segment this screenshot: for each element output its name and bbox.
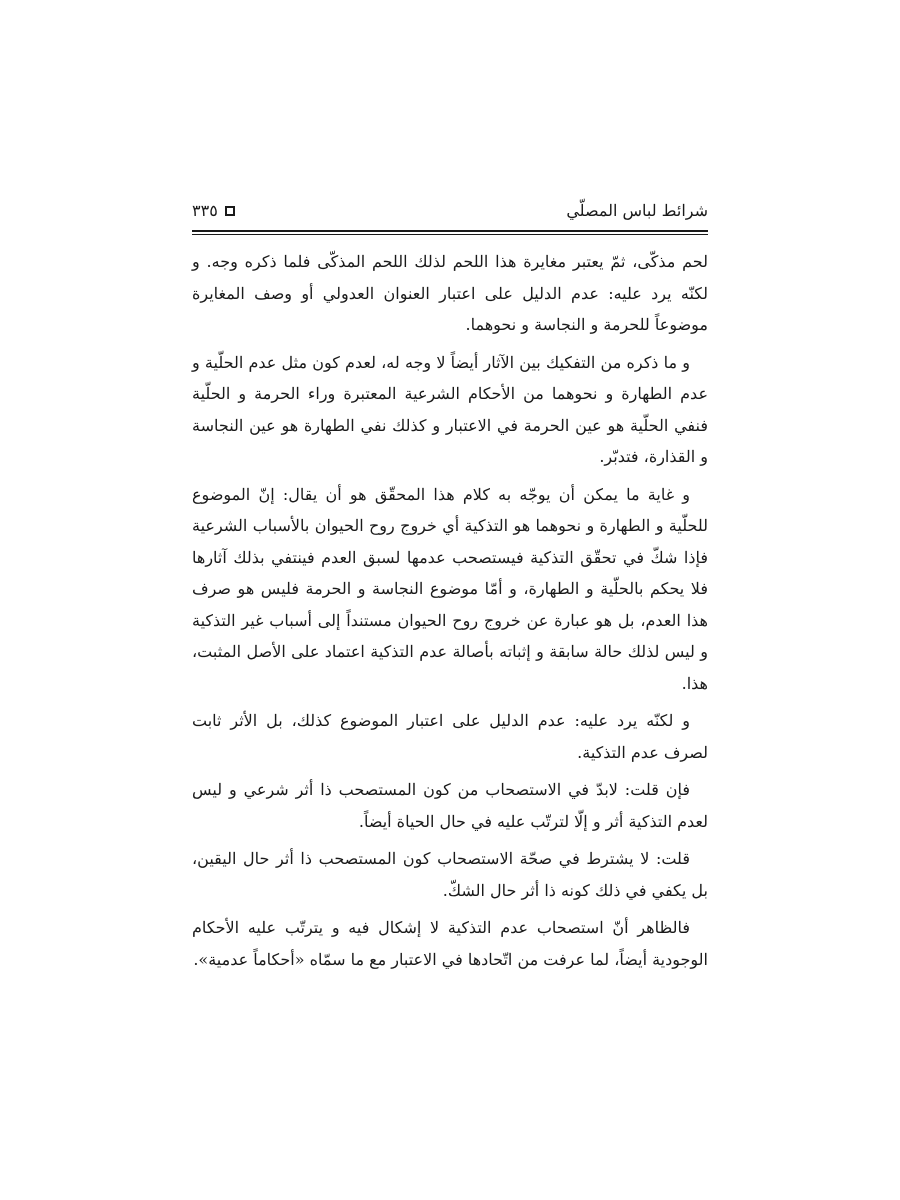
body-text: [192, 246, 708, 981]
page-number: ٣٣٥: [192, 201, 218, 220]
paragraph: فإن قلت: لابدّ في الاستصحاب من كون المستصحب ذا أثر شرعي و ليس لعدم التذكية أثر و إلّا لترتّب عليه في حال الحياة أيضاً.: [192, 780, 708, 831]
square-box-icon: [225, 206, 235, 216]
page-header: [192, 196, 708, 226]
paragraph: و غاية ما يمكن أن يوجّه به كلام هذا المحقّق هو أن يقال: إنّ الموضوع للحلّية و الطهارة و نحوهما هو التذكية أي خروج روح الحيوان بالأسباب الشرعية فإذا شكّ في تحقّق التذكية فيستصحب عدمها لسبق العدم فينتفي بذلك آثارها فلا يحكم بالحلّية و الطهارة، و أمّا موضوع النجاسة و الحرمة فليس هو صرف هذا العدم، بل هو عبارة عن خروج روح الحيوان مستنداً إلى أسباب غير التذكية و ليس لذلك حالة سابقة و إثباته بأصالة عدم التذكية اعتماد على الأصل المثبت، هذا.: [192, 484, 708, 693]
paragraph-continued: لحم مذكّى، ثمّ يعتبر مغايرة هذا اللحم لذلك اللحم المذكّى فلما ذكره وجه. و لكنّه يرد عليه: عدم الدليل على اعتبار العنوان العدولي أو وصف المغايرة موضوعاً للحرمة و النجاسة و نحوهما.: [192, 252, 708, 334]
paragraph: فالظاهر أنّ استصحاب عدم التذكية لا إشكال فيه و يترتّب عليه الأحكام الوجودية أيضاً، لما عرفت من اتّحادها في الاعتبار مع ما سمّاه «أحكاماً عدمية».: [192, 918, 708, 969]
paragraph: و لكنّه يرد عليه: عدم الدليل على اعتبار الموضوع كذلك، بل الأثر ثابت لصرف عدم التذكية.: [192, 711, 708, 762]
running-title: شرائط لباس المصلّي: [566, 201, 708, 220]
header-rule-thin: [192, 234, 708, 235]
paragraph: قلت: لا يشترط في صحّة الاستصحاب كون المستصحب ذا أثر حال اليقين، بل يكفي في ذلك كونه ذا أثر حال الشكّ.: [192, 849, 708, 900]
paragraph: و ما ذكره من التفكيك بين الآثار أيضاً لا وجه له، لعدم كون مثل عدم الحلّية و عدم الطهارة و نحوهما من الأحكام الشرعية المعتبرة وراء الحرمة و الحلّية فنفي الحلّية هو عين الحرمة في الاعتبار و كذلك نفي الطهارة هو عين النجاسة و القذارة، فتدبّر.: [192, 352, 709, 466]
header-rule-thick: [192, 230, 708, 232]
page-number-group: [192, 200, 235, 222]
